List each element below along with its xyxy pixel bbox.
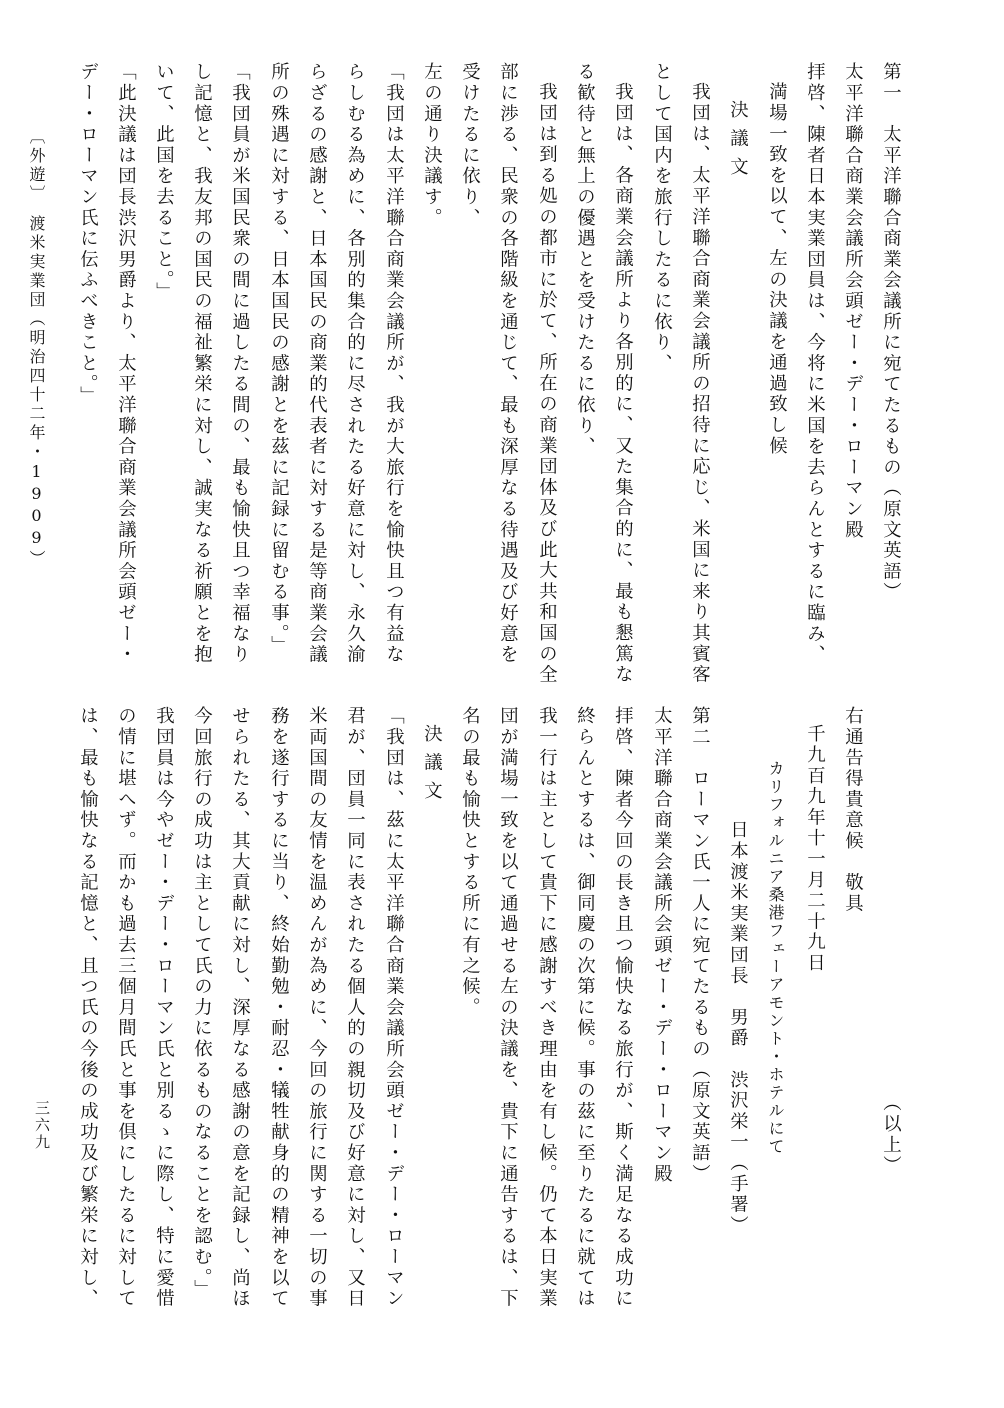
text-line: 我一行は主として貴下に感謝すべき理由を有し候。仍て本日実業 — [536, 706, 558, 1310]
text-line: 左の通り決議す。 — [421, 62, 443, 229]
text-line: 「此決議は団長渋沢男爵より、太平洋聯合商業会議所会頭ゼー・ — [115, 62, 137, 666]
text-line: 我団は到る処の都市に於て、所在の商業団体及び此大共和国の全 — [536, 82, 558, 686]
text-line: る歓待と無上の優遇とを受けたるに依り、 — [574, 62, 596, 458]
signature-line: 日本渡米実業団長 男爵 渋沢栄一（手署） — [727, 820, 749, 1236]
text-line: 太平洋聯合商業会議所会頭ゼー・デー・ローマン殿 — [651, 706, 673, 1185]
location-line: カリフォルニア桑港フェーアモント・ホテルにて — [766, 760, 785, 1156]
text-line: 第二 ローマン氏一人に宛てたるもの（原文英語） — [689, 706, 711, 1185]
text-line: 名の最も愉快とする所に有之候。 — [459, 706, 481, 1018]
text-line: 「我団は、茲に太平洋聯合商業会議所会頭ゼー・デー・ローマン — [383, 706, 405, 1310]
closing-mark: （以上） — [880, 1093, 902, 1177]
text-line: 部に渉る、民衆の各階級を通じて、最も深厚なる待遇及び好意を — [497, 62, 519, 666]
text-line: 「我団員が米国民衆の間に過したる間の、最も愉快且つ幸福なり — [229, 62, 251, 666]
date-line: 千九百九年十一月二十九日 — [804, 724, 826, 974]
text-line: し記憶と、我友邦の国民の福祉繁栄に対し、誠実なる祈願とを抱 — [191, 62, 213, 666]
text-line: 受けたるに依り、 — [459, 62, 481, 229]
text-line: 拝啓、陳者日本実業団員は、今将に米国を去らんとするに臨み、 — [804, 62, 826, 666]
text-line: 所の殊遇に対する、日本国民の感謝とを茲に記録に留むる事。」 — [268, 62, 290, 656]
section-heading: 決議文 — [727, 100, 749, 186]
text-line: 終らんとするは、御同慶の次第に候。事の茲に至りたるに就ては — [574, 706, 596, 1310]
text-line: 君が、団員一同に表されたる個人的の親切及び好意に対し、又日 — [344, 706, 366, 1310]
text-line: らざるの感謝と、日本国民の商業的代表者に対する是等商業会議 — [306, 62, 328, 666]
page-number: 三六九 — [33, 1100, 51, 1151]
text-line: 我団員は今やゼー・デー・ローマン氏と別るゝに際し、特に愛惜 — [153, 706, 175, 1310]
text-line: 米両国間の友情を温めんが為めに、今回の旅行に関する一切の事 — [306, 706, 328, 1310]
running-header: 〔外遊〕 渡米実業団（明治四十二年・1909） — [27, 128, 46, 569]
text-line: らしむる為めに、各別的集合的に尽されたる好意に対し、永久渝 — [344, 62, 366, 666]
text-line: 我団は、各商業会議所より各別的に、又た集合的に、最も懇篤な — [612, 82, 634, 686]
text-line: 右通告得貴意候 敬具 — [842, 706, 864, 914]
text-line: の情に堪へず。而かも過去三個月間氏と事を倶にしたるに対して — [115, 706, 137, 1310]
text-line: 務を遂行するに当り、終始勤勉・耐忍・犠牲献身的の精神を以て — [268, 706, 290, 1310]
text-line: せられたる、其大貢献に対し、深厚なる感謝の意を記録し、尚ほ — [229, 706, 251, 1310]
text-line: 拝啓、陳者今回の長き且つ愉快なる旅行が、斯く満足なる成功に — [612, 706, 634, 1310]
text-line: 太平洋聯合商業会議所会頭ゼー・デー・ローマン殿 — [842, 62, 864, 541]
text-line: 団が満場一致を以て通過せる左の決議を、貴下に通告するは、下 — [497, 706, 519, 1310]
text-line: デー・ローマン氏に伝ふべきこと。」 — [77, 62, 99, 407]
text-line: として国内を旅行したるに依り、 — [651, 62, 673, 374]
text-line: いて、此国を去ること。」 — [153, 62, 175, 303]
text-line: は、最も愉快なる記憶と、且つ氏の今後の成功及び繁栄に対し、 — [77, 706, 99, 1310]
text-line: 我団は、太平洋聯合商業会議所の招待に応じ、米国に来り其賓客 — [689, 82, 711, 686]
text-line: 第一 太平洋聯合商業会議所に宛てたるもの（原文英語） — [880, 62, 902, 603]
text-line: 「我団は太平洋聯合商業会議所が、我が大旅行を愉快且つ有益な — [383, 62, 405, 666]
section-heading: 決議文 — [421, 724, 443, 810]
text-line: 今回旅行の成功は主として氏の力に依るものなることを認む。」 — [191, 706, 213, 1300]
text-line: 満場一致を以て、左の決議を通過致し候 — [766, 82, 788, 457]
